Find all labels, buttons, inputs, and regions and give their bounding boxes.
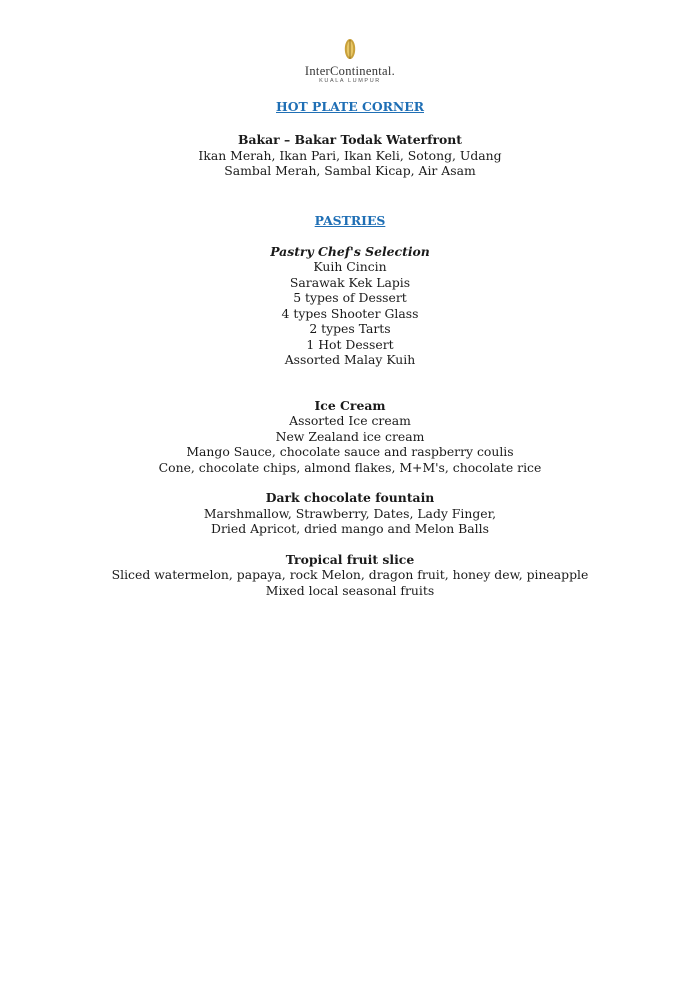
menu-line: 1 Hot Dessert [306,336,394,352]
menu-line: Mango Sauce, chocolate sauce and raspberry coulis [186,444,514,459]
gold-leaf-icon [343,38,357,62]
menu-line: Mixed local seasonal fruits [265,582,435,598]
menu-line: Kuih Cincin [313,259,387,274]
menu-line: Assorted Malay Kuih [284,352,416,367]
group-title-tropical-fruit: Tropical fruit slice [285,551,415,567]
group-title-bakar: Bakar – Bakar Todak Waterfront [238,132,462,147]
menu-line: 5 types of Dessert [293,290,407,305]
menu-line: Sambal Merah, Sambal Kicap, Air Asam [224,163,476,178]
menu-line: 2 types Tarts [309,321,391,336]
menu-line: Ikan Merah, Ikan Pari, Ikan Keli, Sotong, Udang [198,147,502,163]
menu-line: Sarawak Kek Lapis [289,274,411,290]
section-title-pastries: PASTRIES [314,212,386,228]
group-title-ice-cream: Ice Cream [314,397,386,413]
menu-line: Assorted Ice cream [289,413,411,428]
logo-location: KUALA LUMPUR [319,78,381,84]
hotel-logo [0,38,700,85]
menu-line: 4 types Shooter Glass [281,305,419,321]
menu-content [0,99,700,598]
section-title-hot-plate: HOT PLATE CORNER [276,99,424,114]
menu-line: New Zealand ice cream [275,428,425,444]
logo-name: InterContinental. [304,64,396,78]
group-title-chocolate-fountain: Dark chocolate fountain [265,490,435,505]
menu-line: Cone, chocolate chips, almond flakes, M+M's, chocolate rice [158,459,542,475]
menu-line: Dried Apricot, dried mango and Melon Balls [211,521,489,536]
menu-line: Sliced watermelon, papaya, rock Melon, dragon fruit, honey dew, pineapple [111,567,589,582]
menu-line: Marshmallow, Strawberry, Dates, Lady Finger, [203,505,497,521]
group-title-pastry-chef: Pastry Chef's Selection [270,243,430,259]
